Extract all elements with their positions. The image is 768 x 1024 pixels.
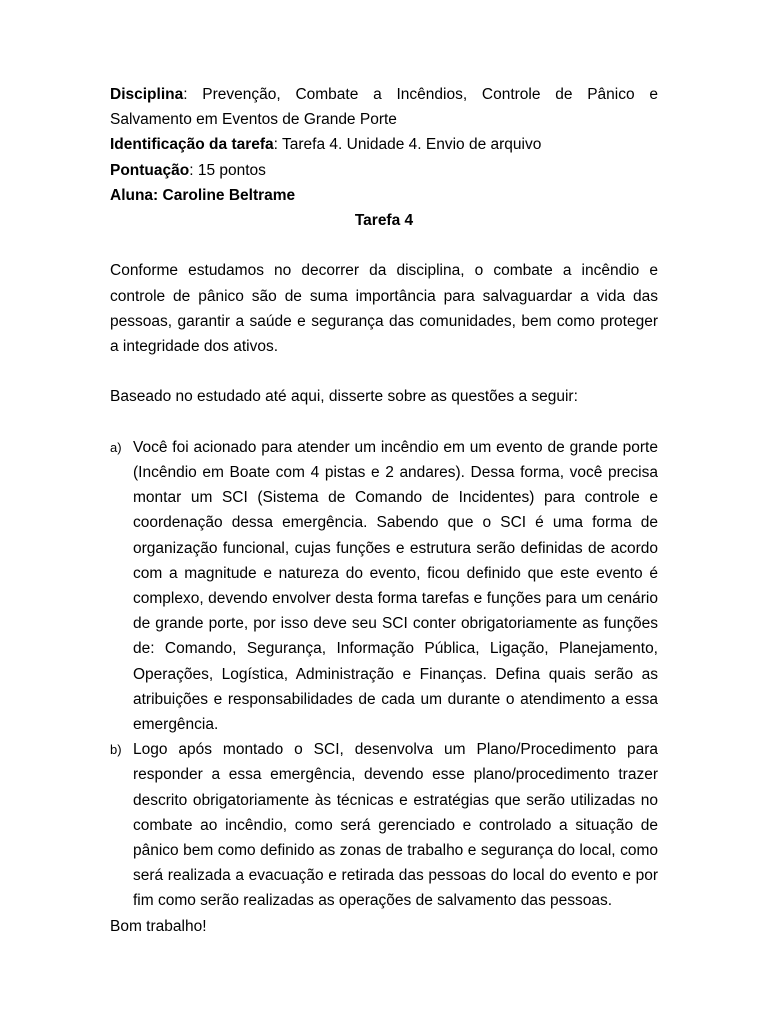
question-line: descrito obrigatoriamente às técnicas e estratégias que serão utilizadas no	[133, 791, 658, 809]
intro-line: controle de pânico são de suma importância para salvaguardar a vida das	[110, 287, 658, 305]
intro-line: pessoas, garantir a saúde e segurança das comunidades, bem como proteger	[110, 312, 658, 330]
question-line: complexo, devendo envolver desta forma tarefas e funções para um cenário	[133, 590, 658, 608]
question-line: de grande porte, por isso deve seu SCI conter obrigatoriamente as funções	[133, 615, 658, 633]
disciplina-line-2: Salvamento em Eventos de Grande Porte	[110, 111, 397, 129]
question-line: com a magnitude e natureza do evento, ficou definido que este evento é	[133, 564, 658, 582]
question-line: (Incêndio em Boate com 4 pistas e 2 andares). Dessa forma, você precisa	[133, 464, 658, 481]
question-line: Você foi acionado para atender um incêndio em um evento de grande porte	[133, 438, 658, 456]
question-line: responder a essa emergência, devendo esse plano/procedimento trazer	[133, 766, 658, 784]
question-line: será realizada a evacuação e retirada das pessoas do local do evento e por	[133, 867, 658, 885]
question-line: atribuições e responsabilidades de cada um durante o atendimento a essa	[133, 690, 658, 708]
pontuacao-value: : 15 pontos	[189, 161, 266, 179]
question-b	[110, 737, 658, 913]
question-line: combate ao incêndio, como será gerenciado e controlado a situação de	[133, 816, 658, 834]
question-line: fim como serão realizadas as operações de salvamento das pessoas.	[133, 892, 613, 910]
disciplina-value: : Prevenção, Combate a Incêndios, Controle de Pânico e	[183, 86, 658, 103]
question-line: Operações, Logística, Administração e Finanças. Defina quais serão as	[133, 665, 658, 683]
identificacao-line	[110, 132, 658, 157]
question-text	[133, 435, 658, 737]
question-text	[133, 737, 658, 913]
intro-line: Conforme estudamos no decorrer da disciplina, o combate a incêndio e	[110, 262, 658, 280]
prompt-line: Baseado no estudado até aqui, disserte sobre as questões a seguir:	[110, 388, 578, 406]
question-line: organização funcional, cujas funções e estrutura serão definidas de acordo	[133, 539, 658, 557]
identificacao-value: : Tarefa 4. Unidade 4. Envio de arquivo	[273, 136, 542, 154]
document-page	[110, 82, 658, 939]
question-marker: a)	[110, 439, 122, 455]
pontuacao-label: Pontuação	[110, 161, 190, 179]
question-marker: b)	[110, 742, 122, 758]
closing-line: Bom trabalho!	[110, 917, 207, 935]
question-line: Logo após montado o SCI, desenvolva um Plano/Procedimento para	[133, 741, 658, 759]
question-line: coordenação dessa emergência. Sabendo que o SCI é uma forma de	[133, 514, 658, 532]
intro-paragraph	[110, 258, 658, 359]
aluna-line: Aluna: Caroline Beltrame	[110, 186, 296, 204]
question-line: montar um SCI (Sistema de Comando de Incidentes) para controle e	[133, 489, 658, 507]
intro-line: a integridade dos ativos.	[110, 338, 279, 356]
spacer	[110, 359, 658, 384]
question-line: emergência.	[133, 716, 219, 734]
pontuacao-line	[110, 158, 658, 183]
spacer	[110, 233, 658, 258]
question-a	[110, 435, 658, 737]
question-line: de: Comando, Segurança, Informação Pública, Ligação, Planejamento,	[133, 640, 658, 658]
disciplina-label: Disciplina	[110, 86, 184, 103]
document-title: Tarefa 4	[354, 212, 414, 230]
spacer	[110, 410, 658, 435]
disciplina-line-1	[110, 82, 658, 107]
question-line: pânico bem como definido as zonas de trabalho e segurança do local, como	[133, 842, 658, 860]
identificacao-label: Identificação da tarefa	[110, 136, 274, 154]
